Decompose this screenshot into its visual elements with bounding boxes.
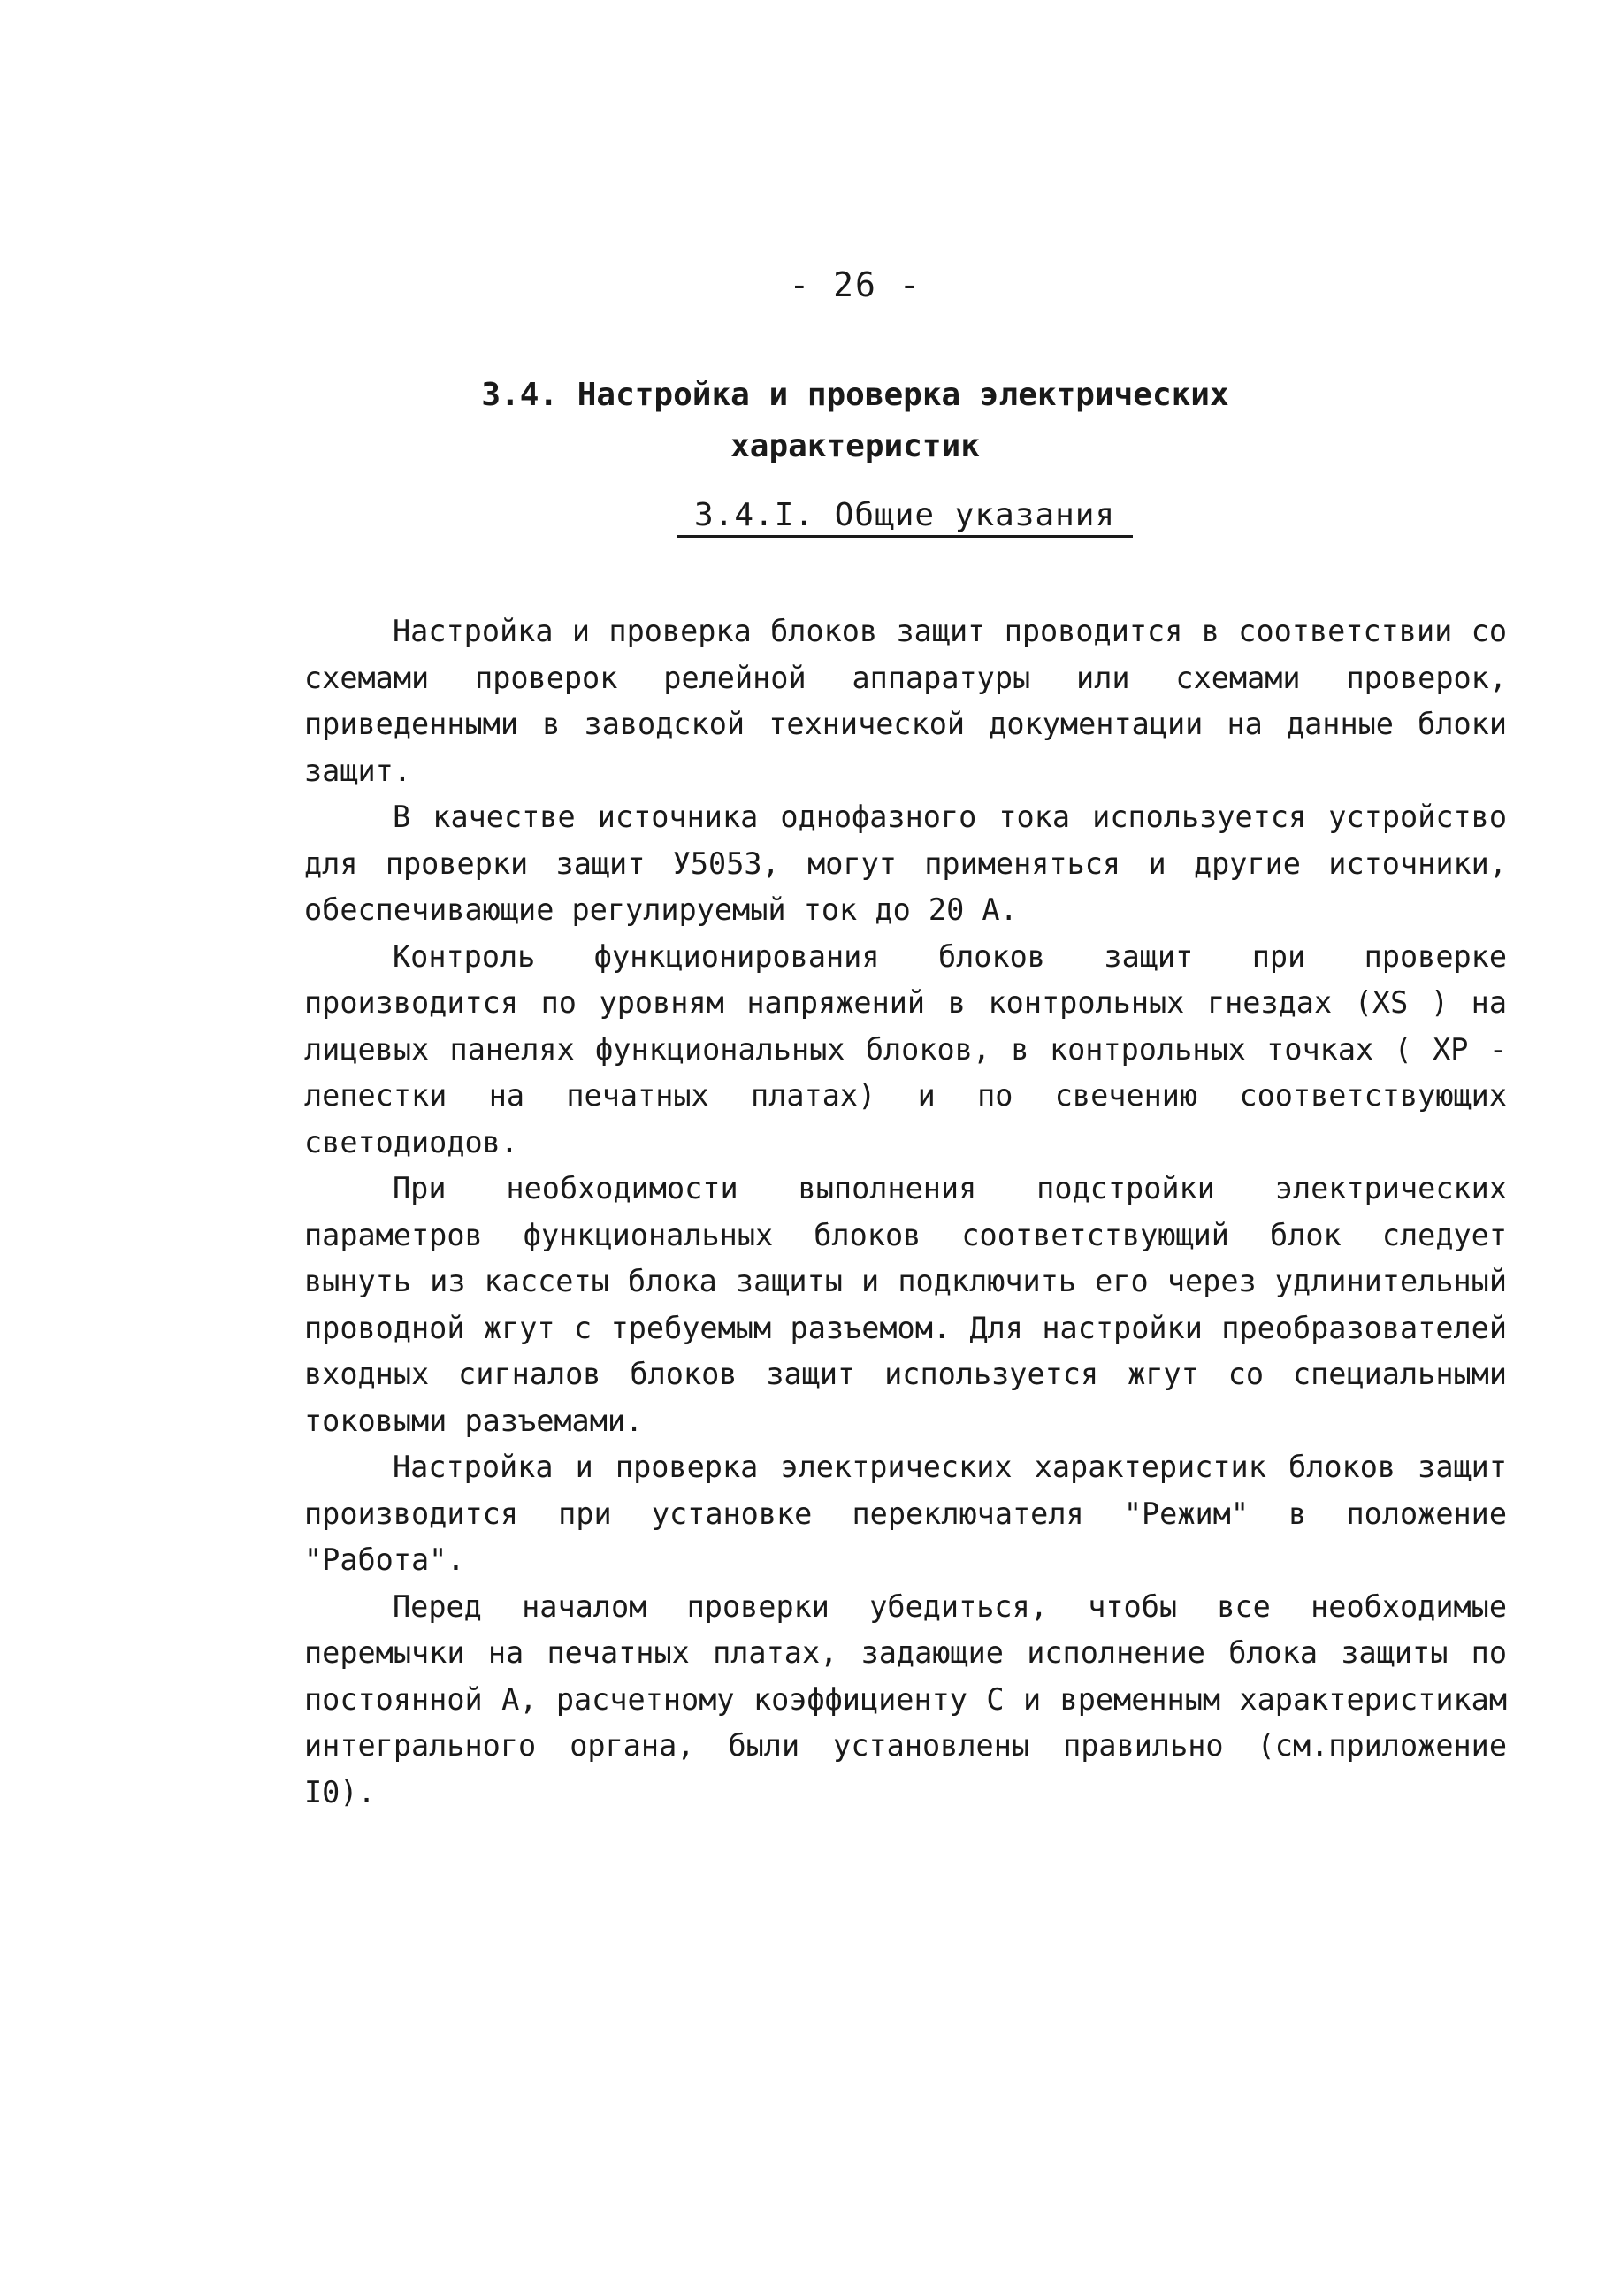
paragraph-general-setup: Настройка и проверка блоков защит проводится в соответствии со схемами проверок релейной аппаратуры или схемами проверок, приведенными в заводской технической документации на данные блоки защит.: [304, 614, 1507, 788]
section-title-line-2: характеристик: [730, 428, 980, 464]
paragraph-mode-switch: Настройка и проверка электрических характеристик блоков защит производится при установке переключателя "Режим" в положение "Работа".: [304, 1450, 1507, 1577]
section-title-line-1: 3.4. Настройка и проверка электрических: [481, 377, 1229, 413]
page-number: - 26 -: [789, 265, 921, 304]
paragraph-current-source: В качестве источника однофазного тока используется устройство для проверки защит У5053, могут применяться и другие источники, обеспечивающие регулируемый ток до 20 А.: [304, 800, 1507, 927]
paragraph-jumper-check: Перед началом проверки убедиться, чтобы все необходимые перемычки на печатных платах, задающие исполнение блока защиты по постоянной А, расчетному коэффициенту С и временным характеристикам интегрального органа, были установлены правильно (см.приложение I0).: [304, 1588, 1507, 1810]
section-title: [0, 370, 1613, 472]
paragraph-parameter-adjustment: При необходимости выполнения подстройки электрических параметров функциональных блоков соответствующий блок следует вынуть из кассеты блока защиты и подключить его через удлинительный проводной жгут с требуемым разъемом. Для настройки преобразователей входных сигналов блоков защит используется жгут со специальными токовыми разъемами.: [304, 1171, 1507, 1438]
body-text: [304, 608, 1507, 1816]
paragraph-function-control: Контроль функционирования блоков защит при проверке производится по уровням напряжений в контрольных гнездах (XS ) на лицевых панелях функциональных блоков, в контрольных точках ( XP - лепестки на печатных платах) и по свечению соответствующих светодиодов.: [304, 938, 1507, 1159]
subsection-title: 3.4.I. Общие указания: [677, 497, 1133, 538]
